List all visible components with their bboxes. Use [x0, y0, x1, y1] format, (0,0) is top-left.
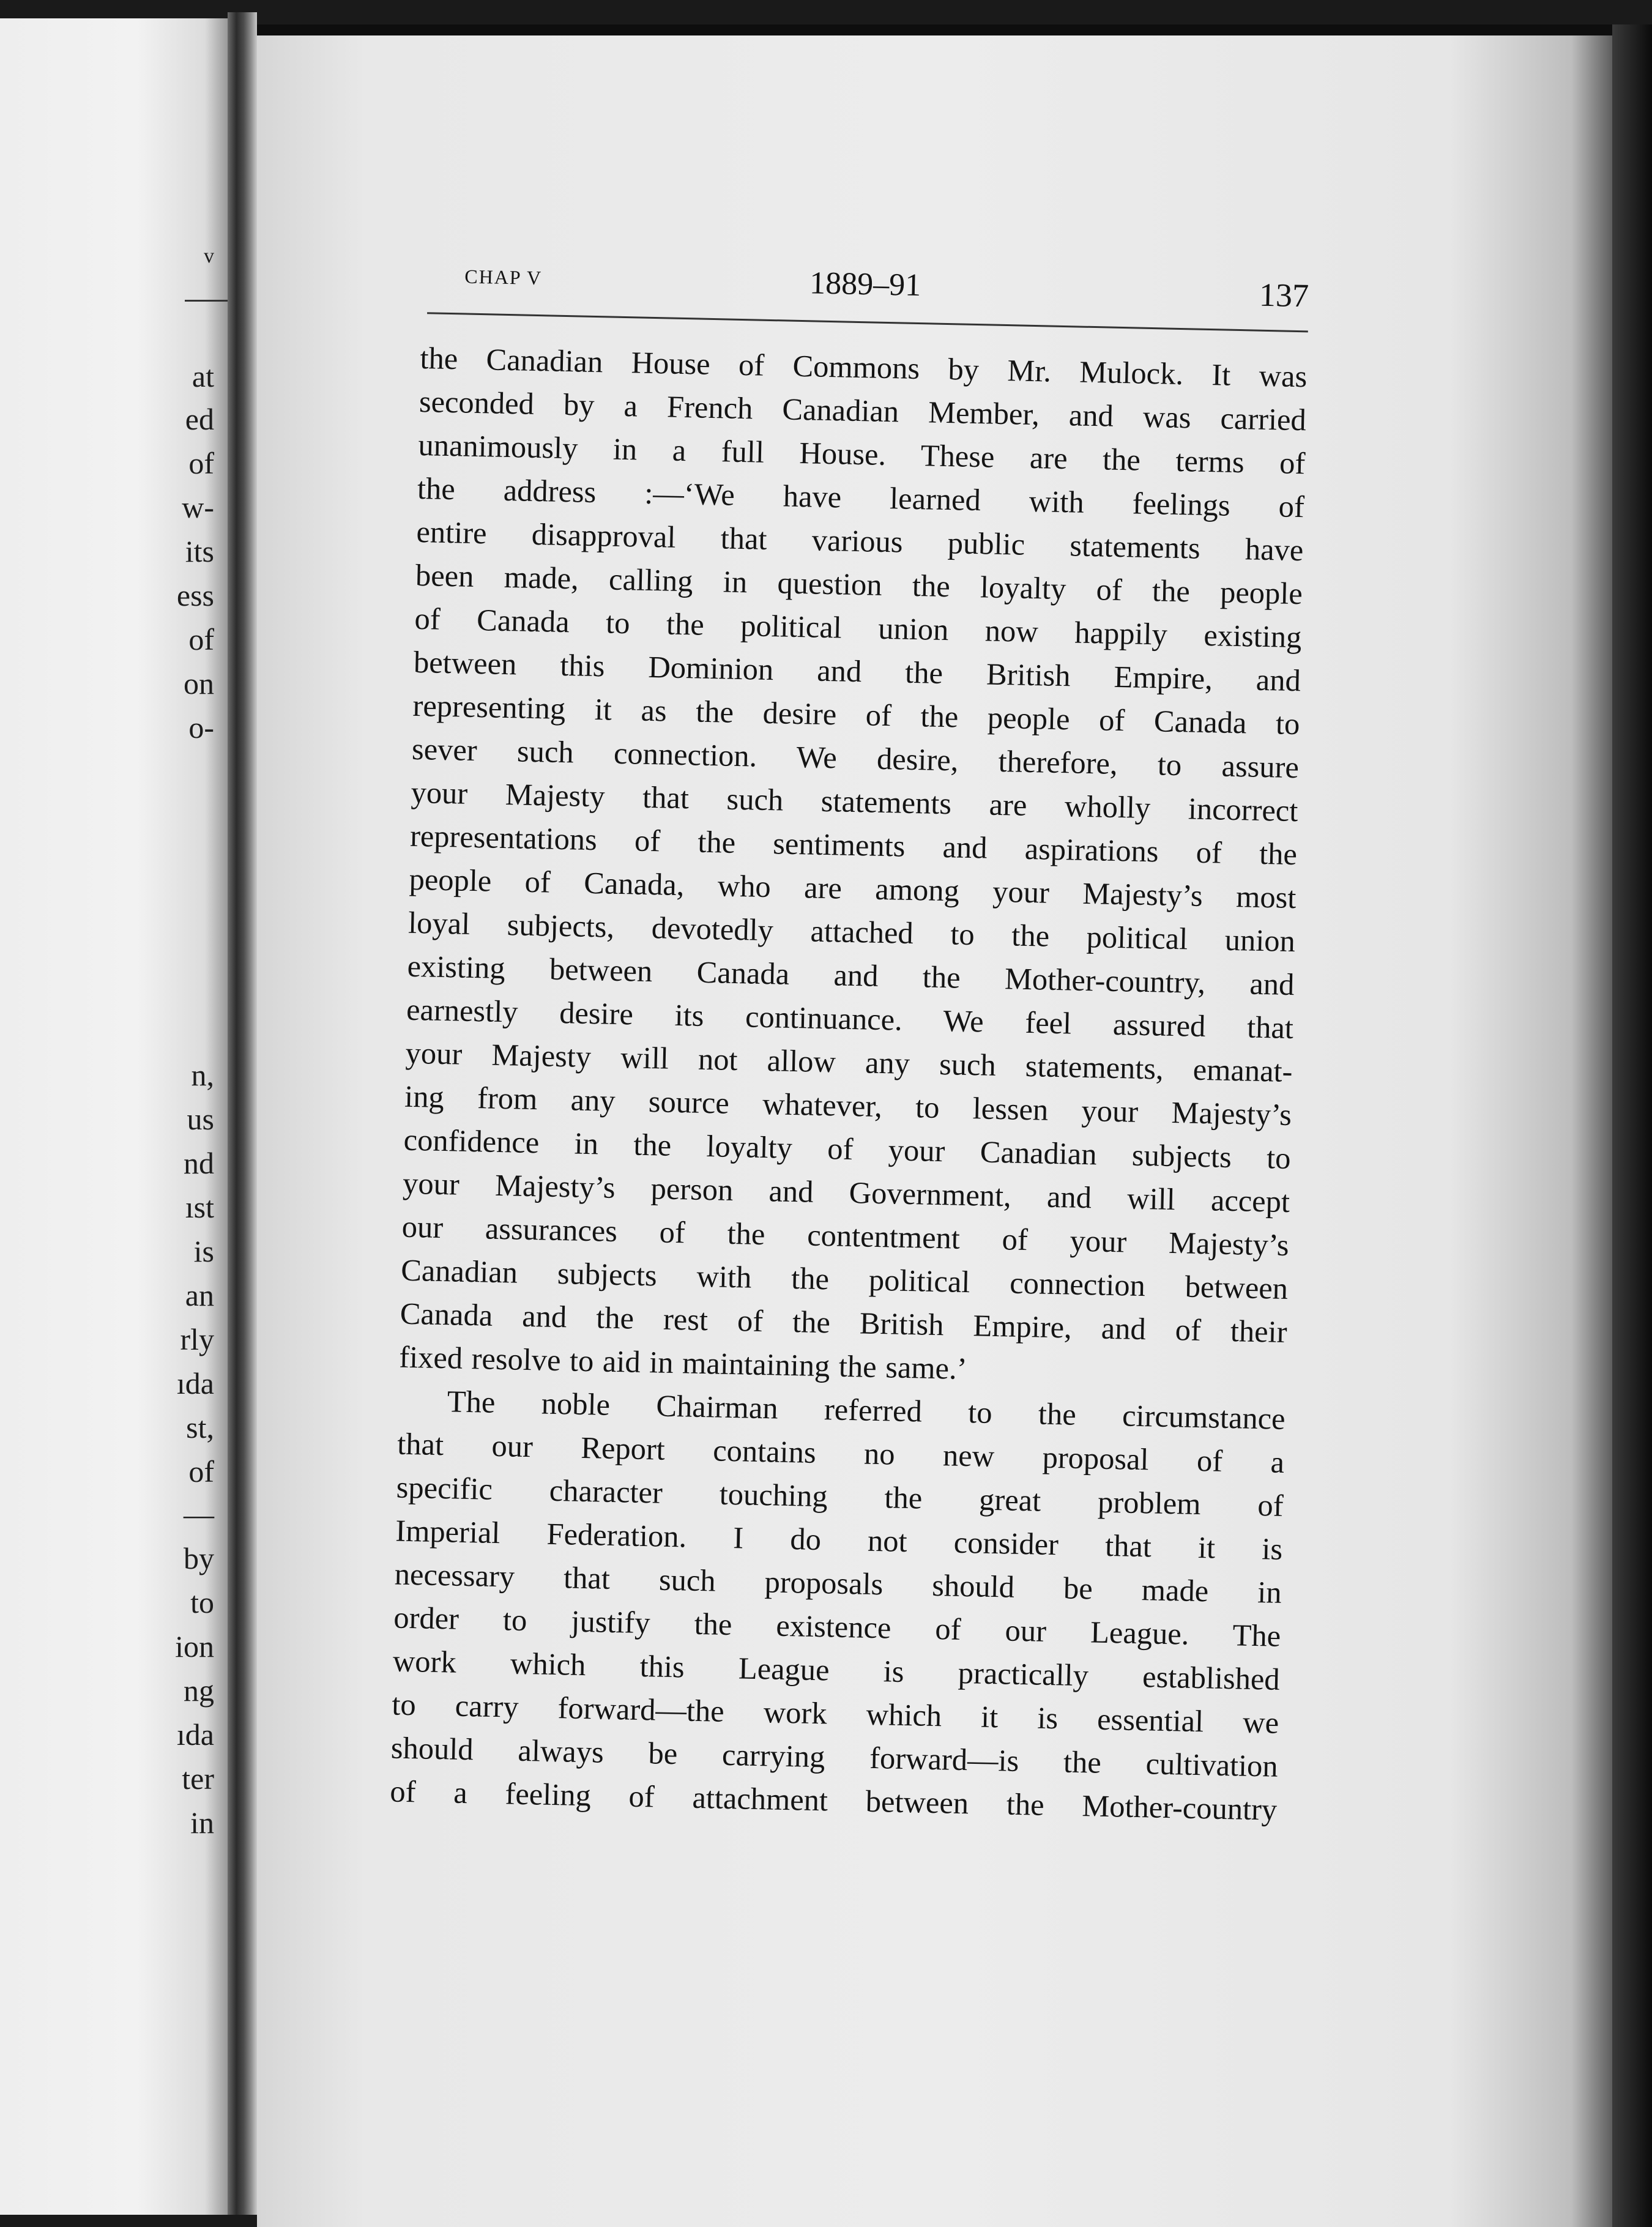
text-line: work which this League is practically established [392, 1643, 1281, 1697]
left-page-fragment [0, 18, 228, 2215]
text-line: earnestly desire its continuance. We feel assured that [406, 992, 1294, 1046]
left-page-fragment-line: us [187, 1102, 214, 1136]
text-line: Imperial Federation. I do not consider that it is [395, 1513, 1283, 1566]
text-line: The noble Chairman referred to the circumstance [447, 1384, 1286, 1436]
paragraph [399, 336, 1308, 1397]
left-page-fragment-line: of [188, 446, 214, 480]
left-page-fragment-line: of [188, 622, 214, 656]
page-number: 137 [1259, 276, 1309, 314]
text-line: loyal subjects, devotedly attached to the political union [407, 905, 1296, 959]
text-line: order to justify the existence of our League. The [393, 1600, 1281, 1653]
page-edge-shadow [1612, 24, 1652, 2227]
text-line: unanimously in a full House. These are the terms of [417, 427, 1306, 481]
page-text-block [390, 257, 1309, 1832]
left-page-fragment-line: ion [175, 1629, 214, 1664]
left-page-fragment-line: w- [182, 490, 214, 524]
text-line: our assurances of the contentment of your Majesty’s [401, 1209, 1290, 1263]
left-page-fragment-line: ıst [185, 1190, 214, 1224]
text-line: seconded by a French Canadian Member, and was carried [419, 384, 1307, 437]
left-page-fragment-line: o- [188, 710, 214, 745]
left-page-fragment-line: v [204, 245, 214, 267]
left-page-fragment-line: in [190, 1805, 214, 1840]
text-line: your Majesty will not allow any such statements, emanat- [405, 1035, 1293, 1089]
text-line: to carry forward—the work which it is essential we [391, 1687, 1279, 1740]
left-page-fragment-line: ıda [176, 1717, 214, 1752]
text-line: your Majesty that such statements are wholly incorrect [411, 775, 1298, 828]
text-line: sever such connection. We desire, therefore, to assure [411, 731, 1300, 785]
book-gutter [228, 12, 257, 2215]
left-page-fragment-line: n, [191, 1058, 214, 1092]
text-line: that our Report contains no new proposal of a [396, 1426, 1285, 1479]
text-line: should always be carrying forward—is the cultivation [390, 1730, 1279, 1783]
left-page-fragment-line: ess [176, 578, 214, 612]
left-page-fragment-line: to [190, 1585, 214, 1619]
text-line: specific character touching the great problem of [396, 1470, 1284, 1523]
text-line: of Canada to the political union now happily existing [414, 601, 1302, 655]
left-page-fragment-line: ıda [176, 1366, 214, 1400]
left-page-fragment-line: ed [185, 402, 214, 436]
text-line: necessary that such proposals should be made in [394, 1556, 1282, 1610]
text-line: the Canadian House of Commons by Mr. Mulock. It was [419, 340, 1308, 394]
left-page-fragment-line: at [192, 359, 214, 393]
text-line: confidence in the loyalty of your Canadian subjects to [403, 1122, 1292, 1176]
text-line: the address :—‘We have learned with feelings of [417, 470, 1305, 524]
left-page-fragment-line: its [185, 534, 214, 568]
text-line: representing it as the desire of the people of Canada to [412, 688, 1300, 742]
text-line: ing from any source whatever, to lessen your Majesty’s [404, 1079, 1292, 1132]
left-page-fragment-line: st, [186, 1410, 214, 1444]
text-line: fixed resolve to aid in maintaining the same.’ [398, 1339, 968, 1386]
text-line: people of Canada, who are among your Majesty’s most [409, 861, 1297, 915]
body-text [390, 324, 1308, 1832]
left-page-fragment-line: on [184, 666, 214, 701]
left-page-head-rule [185, 300, 228, 302]
left-page-fragment-line: rly [180, 1322, 214, 1356]
left-page-fragment-line: by [184, 1541, 214, 1575]
left-page-fragment-line: of [188, 1454, 214, 1489]
text-line: representations of the sentiments and aspirations of the [409, 818, 1298, 872]
text-line: between this Dominion and the British Empire, and [413, 644, 1301, 698]
text-line: Canada and the rest of the British Empire, and of their [400, 1296, 1288, 1349]
text-line: entire disapproval that various public statements have [416, 514, 1304, 568]
paragraph [390, 1379, 1286, 1832]
text-line: existing between Canada and the Mother-country, and [407, 948, 1295, 1002]
left-page-fragment-line: an [185, 1278, 214, 1312]
left-page-fragment-line: ng [184, 1673, 214, 1708]
text-line: of a feeling of attachment between the Mother-country [389, 1774, 1278, 1827]
left-page-fragment-line: nd [184, 1146, 214, 1180]
text-line: Canadian subjects with the political connection between [400, 1252, 1289, 1306]
text-line: been made, calling in question the loyalty of the people [415, 557, 1303, 611]
left-page-fragment-line: — [184, 1497, 214, 1531]
left-page-fragment-line: ter [182, 1761, 214, 1796]
text-line: your Majesty’s person and Government, and will accept [402, 1166, 1290, 1219]
left-page-fragment-line: is [193, 1234, 214, 1268]
chapter-label: CHAP V [464, 265, 543, 289]
year-range: 1889–91 [809, 266, 921, 303]
